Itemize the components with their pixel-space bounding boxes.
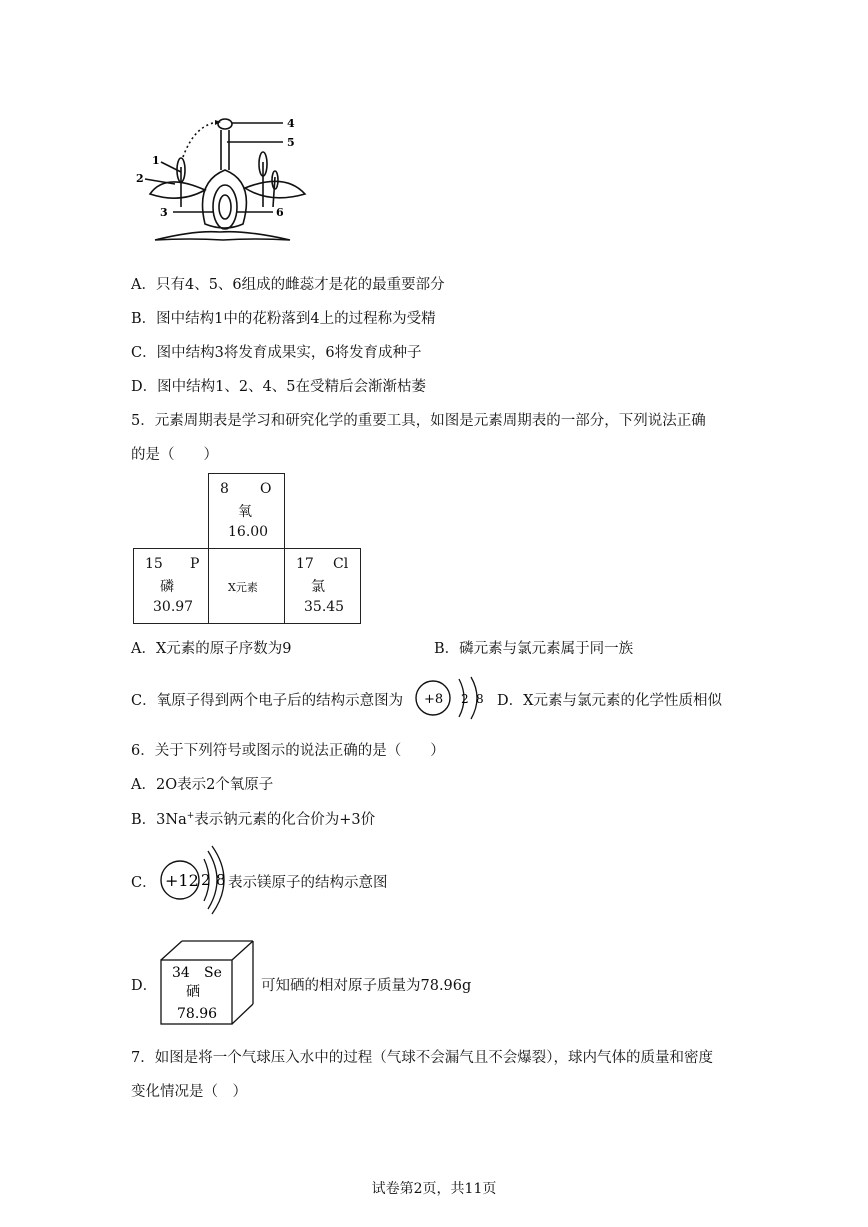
flower-label-4: 4 <box>287 117 295 130</box>
q5-option-b: B．磷元素与氯元素属于同一族 <box>434 641 634 657</box>
flower-label-2: 2 <box>136 172 144 185</box>
q7-stem-line2: 变化情况是（ ） <box>131 1084 247 1100</box>
q6-option-b-prefix: B．3Na <box>131 812 187 828</box>
oxygen-symbol: O <box>260 481 272 497</box>
oxygen-ion-shell2: 8 <box>476 692 484 706</box>
oxygen-cell <box>208 473 285 549</box>
magnesium-shell1: 2 <box>201 871 211 889</box>
q7-stem-line1: 7．如图是将一个气球压入水中的过程（气球不会漏气且不会爆裂），球内气体的质量和密度 <box>131 1050 713 1066</box>
q6-option-b <box>131 808 375 829</box>
q4-option-a: A．只有4、5、6组成的雌蕊才是花的最重要部分 <box>131 277 445 293</box>
selenium-number: 34 <box>172 965 190 981</box>
q5-option-a: A．X元素的原子序数为9 <box>131 641 292 657</box>
chlorine-name: 氯 <box>311 579 325 595</box>
chlorine-mass: 35.45 <box>304 599 345 615</box>
q4-option-d: D．图中结构1、2、4、5在受精后会渐渐枯萎 <box>131 379 427 395</box>
q5-option-d: D．X元素与氯元素的化学性质相似 <box>497 693 722 709</box>
selenium-symbol: Se <box>204 965 222 981</box>
magnesium-shell2: 8 <box>216 871 226 889</box>
q6-stem: 6．关于下列符号或图示的说法正确的是（ ） <box>131 743 445 759</box>
magnesium-nucleus: +12 <box>165 871 199 890</box>
magnesium-atom-diagram <box>158 845 233 915</box>
q4-option-c: C．图中结构3将发育成果实，6将发育成种子 <box>131 345 422 361</box>
selenium-mass: 78.96 <box>177 1006 218 1022</box>
q6-option-c-text: 表示镁原子的结构示意图 <box>228 875 388 891</box>
x-element-label: X元素 <box>228 581 258 594</box>
oxygen-mass: 16.00 <box>228 524 269 540</box>
selenium-cube <box>158 939 258 1027</box>
flower-label-5: 5 <box>287 136 295 149</box>
oxygen-name: 氧 <box>238 504 252 520</box>
q6-option-b-sup: + <box>186 811 195 822</box>
phosphorus-cell <box>133 548 209 624</box>
page-footer: 试卷第2页，共11页 <box>371 1181 497 1197</box>
flower-label-1: 1 <box>152 154 160 167</box>
flower-label-6: 6 <box>276 206 284 219</box>
q4-option-b: B．图中结构1中的花粉落到4上的过程称为受精 <box>131 311 436 327</box>
q5-stem-line1: 5．元素周期表是学习和研究化学的重要工具，如图是元素周期表的一部分，下列说法正确 <box>131 413 706 429</box>
phosphorus-name: 磷 <box>160 579 174 595</box>
q6-option-b-suffix: 表示钠元素的化合价为+3价 <box>194 812 376 828</box>
x-element-cell <box>208 548 285 624</box>
selenium-name: 硒 <box>186 984 200 1000</box>
q5-stem-line2: 的是（ ） <box>131 447 218 463</box>
q6-option-d-text: 可知硒的相对原子质量为78.96g <box>261 978 472 994</box>
phosphorus-mass: 30.97 <box>153 599 194 615</box>
flower-label-3: 3 <box>160 206 168 219</box>
chlorine-symbol: Cl <box>333 556 349 572</box>
q6-option-a: A．2O表示2个氧原子 <box>131 777 274 793</box>
oxygen-number: 8 <box>220 481 229 497</box>
oxygen-ion-nucleus: +8 <box>424 692 444 707</box>
phosphorus-number: 15 <box>145 556 163 572</box>
oxygen-ion-shell1: 2 <box>461 692 469 706</box>
q6-option-d-letter: D． <box>131 978 158 994</box>
phosphorus-symbol: P <box>190 556 200 572</box>
chlorine-number: 17 <box>296 556 314 572</box>
flower-diagram <box>135 112 310 247</box>
chlorine-cell <box>284 548 361 624</box>
oxygen-ion-diagram <box>413 673 493 723</box>
q6-option-c-letter: C． <box>131 875 157 891</box>
q5-option-c: C．氧原子得到两个电子后的结构示意图为 <box>131 693 404 709</box>
